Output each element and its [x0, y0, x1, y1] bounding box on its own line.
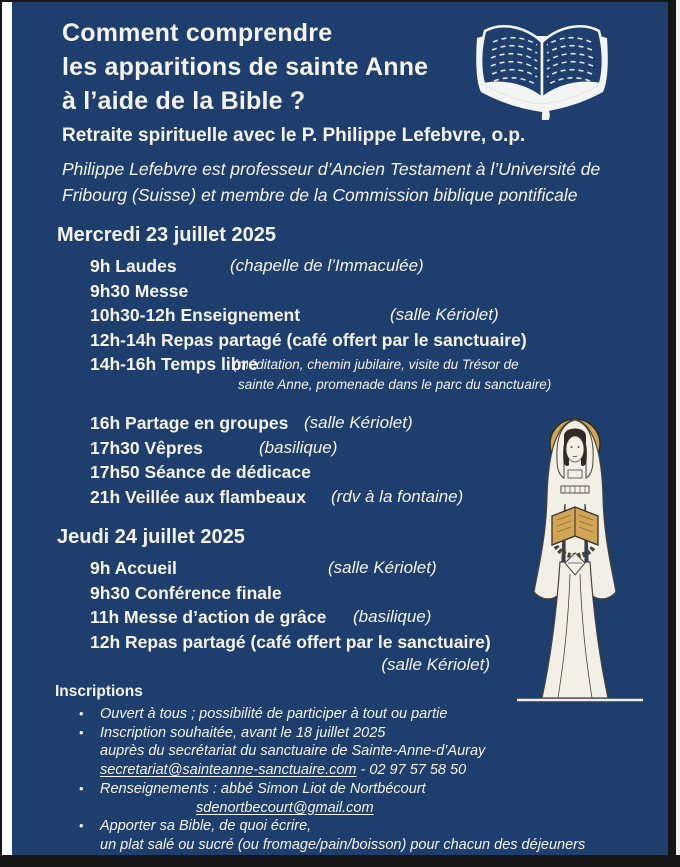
bio-line-1: Philippe Lefebvre est professeur d’Ancien Testament à l’Université de — [62, 159, 601, 179]
schedule-row — [90, 279, 668, 304]
event-title: 14h-16h Temps libre — [90, 354, 258, 374]
bullet-text: Renseignements : abbé Simon Liot de Nortbécourt — [100, 780, 426, 797]
event-title: 12h-14h Repas partagé (café offert par le sanctuaire) — [90, 329, 527, 350]
event-note-line-1: (méditation, chemin jubilaire, visite du Trésor de — [233, 357, 519, 372]
bullet-icon: • — [79, 706, 84, 721]
event-title: 9h30 Messe — [90, 280, 189, 301]
page-frame-right — [668, 0, 676, 867]
bullet-icon: • — [79, 780, 84, 796]
day-heading-thursday: Jeudi 24 juillet 2025 — [57, 526, 245, 548]
event-note — [233, 355, 583, 394]
event-location: (rdv à la fontaine) — [331, 486, 464, 506]
inscriptions-section — [55, 683, 668, 867]
saint-anne-statue-illustration — [512, 412, 667, 704]
inscriptions-list — [55, 705, 668, 867]
bullet-icon: • — [79, 818, 84, 834]
event-title: 17h30 Vêpres — [90, 437, 203, 458]
bullet-text: Inscription souhaitée, avant le 18 juillet 2025 — [100, 724, 386, 741]
event-title: 9h30 Conférence finale — [90, 582, 282, 603]
poster-background — [12, 2, 668, 855]
event-location: (basilique) — [259, 437, 338, 457]
event-title: 16h Partage en groupes — [90, 413, 289, 433]
event-location: (salle Kériolet) — [381, 655, 490, 674]
list-item — [79, 705, 668, 724]
event-title: 11h Messe d’action de grâce — [90, 607, 327, 627]
event-title: 12h Repas partagé (café offert par le sanctuaire) — [90, 631, 491, 652]
title-line-3: à l’aide de la Bible ? — [62, 87, 306, 115]
schedule-row — [90, 328, 668, 353]
page-frame-left — [0, 0, 2, 867]
event-title: 9h Laudes — [90, 256, 177, 276]
bullet-text: auprès du secrétariat du sanctuaire de Sainte-Anne-d’Auray — [100, 743, 486, 760]
event-location: (chapelle de l’Immaculée) — [230, 256, 424, 275]
bullet-text: un plat salé ou sucré (ou fromage/pain/boisson) pour chacun des déjeuners — [100, 836, 586, 853]
open-book-icon — [467, 12, 617, 120]
title-line-1: Comment comprendre — [62, 19, 333, 47]
schedule-row — [90, 254, 668, 279]
bullet-text: Ouvert à tous ; possibilité de participer à tout ou partie — [100, 706, 448, 722]
event-title: 9h Accueil — [90, 558, 177, 578]
schedule-wednesday-morning — [90, 254, 668, 396]
bio-line-2: Fribourg (Suisse) et membre de la Commission biblique pontificale — [62, 185, 578, 205]
speaker-bio — [62, 156, 668, 208]
face — [566, 436, 584, 462]
contact-line — [100, 761, 668, 780]
day-heading-wednesday: Mercredi 23 juillet 2025 — [57, 224, 277, 246]
poster-subtitle: Retraite spirituelle avec le P. Philippe Lefebvre, o.p. — [62, 125, 526, 146]
title-line-2: les apparitions de sainte Anne — [62, 53, 429, 81]
schedule-row — [90, 303, 668, 328]
event-location: (salle Kériolet) — [304, 413, 413, 432]
page-edge-right — [676, 0, 680, 867]
event-location: (salle Kériolet) — [390, 305, 499, 324]
page-frame-top — [0, 0, 680, 2]
email-link[interactable]: secretariat@sainteanne-sanctuaire.com — [100, 762, 357, 779]
email-link[interactable]: sdenortbecourt@gmail.com — [196, 799, 374, 816]
event-title: 10h30-12h Enseignement — [90, 305, 301, 325]
bullet-text: Apporter sa Bible, de quoi écrire, — [100, 818, 312, 835]
event-location: (salle Kériolet) — [328, 558, 437, 577]
bullet-icon: • — [79, 724, 84, 740]
phone-number: - 02 97 57 58 50 — [356, 762, 467, 779]
page-frame-bottom — [0, 855, 680, 867]
event-location: (basilique) — [353, 607, 432, 626]
list-item — [79, 780, 668, 817]
list-item — [79, 817, 668, 854]
event-note-line-2: sainte Anne, promenade dans le parc du sanctuaire) — [238, 376, 552, 392]
event-title: 17h50 Séance de dédicace — [90, 462, 311, 482]
list-item — [79, 724, 668, 780]
event-title: 21h Veillée aux flambeaux — [90, 486, 306, 507]
inscriptions-heading: Inscriptions — [55, 683, 143, 700]
schedule-row — [90, 352, 668, 396]
